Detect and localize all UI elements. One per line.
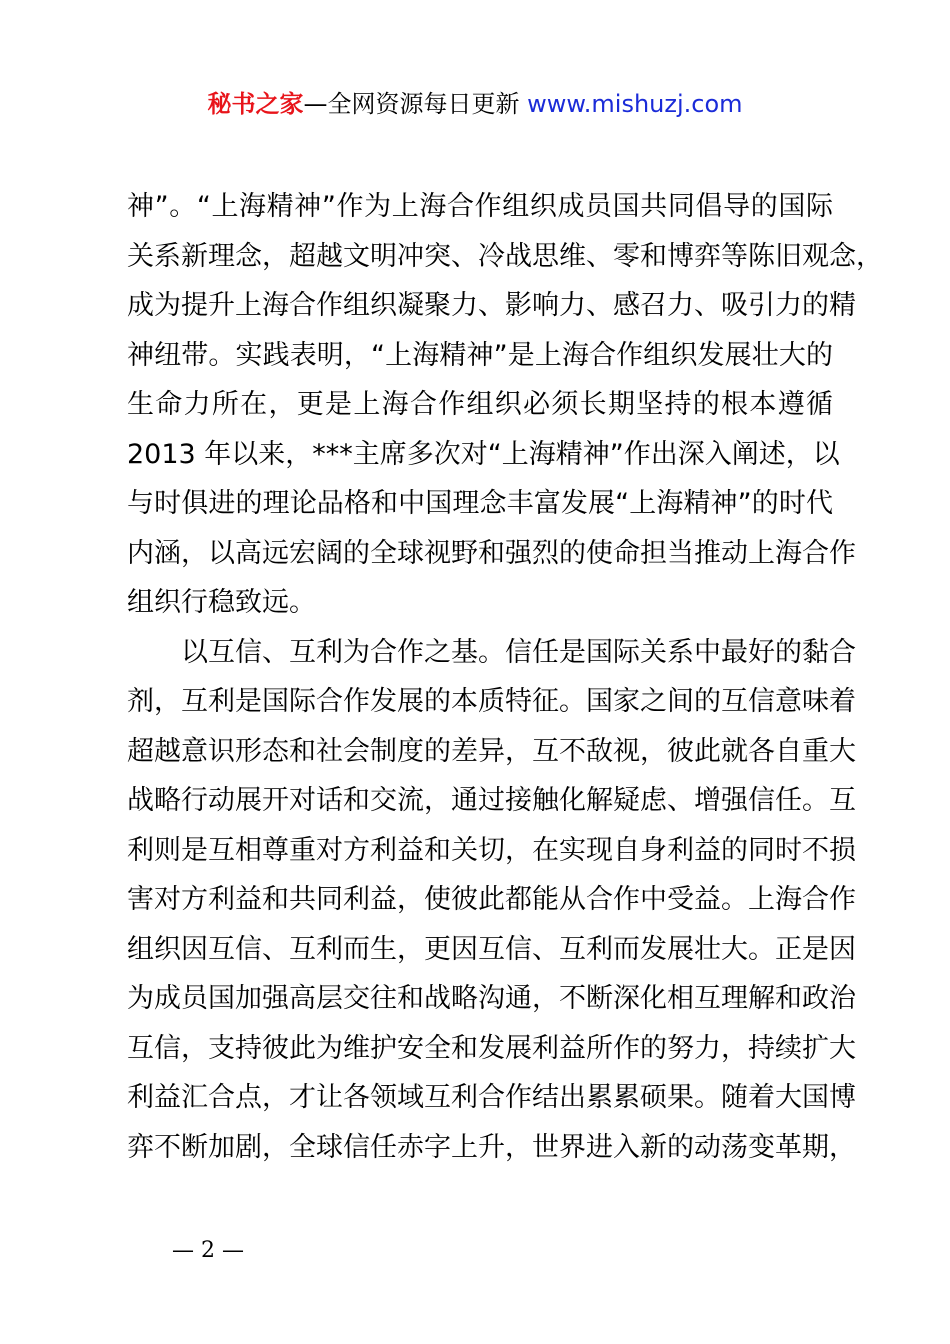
text-line: 害对方利益和共同利益，使彼此都能从合作中受益。上海合作	[127, 884, 856, 915]
text-line: 神纽带。实践表明，“上海精神”是上海合作组织发展壮大的	[127, 339, 833, 371]
brand-name: 秘书之家	[207, 90, 304, 118]
page-number: — 2 —	[172, 1238, 244, 1263]
text-line: 以互信、互利为合作之基。信任是国际关系中最好的黏合	[181, 636, 856, 668]
text-line: 内涵，以高远宏阔的全球视野和强烈的使命担当推动上海合作	[127, 537, 856, 569]
text-line: 互信，支持彼此为维护安全和发展利益所作的努力，持续扩大	[127, 1032, 856, 1064]
text-line: 弈不断加剧，全球信任赤字上升，世界进入新的动荡变革期，	[127, 1131, 856, 1163]
site-url-link[interactable]: www.mishuzj.com	[527, 90, 743, 118]
text-line: 为成员国加强高层交往和战略沟通，不断深化相互理解和政治	[127, 983, 856, 1014]
paragraph-1	[127, 182, 883, 628]
page-header	[0, 86, 950, 122]
text-line: 组织行稳致远。	[127, 587, 316, 618]
text-line: 关系新理念，超越文明冲突、冷战思维、零和博弈等陈旧观念，	[127, 240, 883, 272]
text-line: 超越意识形态和社会制度的差异，互不敌视，彼此就各自重大	[127, 735, 856, 767]
text-line: 成为提升上海合作组织凝聚力、影响力、感召力、吸引力的精	[127, 290, 856, 321]
text-line: 组织因互信、互利而生，更因互信、互利而发展壮大。正是因	[127, 933, 856, 965]
text-line: 利则是互相尊重对方利益和关切，在实现自身利益的同时不损	[127, 834, 856, 866]
text-line: 剂，互利是国际合作发展的本质特征。国家之间的互信意味着	[127, 686, 856, 717]
paragraph-2	[127, 628, 856, 1173]
text-line: 与时俱进的理论品格和中国理念丰富发展“上海精神”的时代	[127, 488, 833, 519]
header-tagline: —全网资源每日更新	[303, 90, 528, 118]
text-line: 生命力所在，更是上海合作组织必须长期坚持的根本遵循	[127, 389, 833, 420]
text-line: 2013 年以来，***主席多次对“上海精神”作出深入阐述，以	[127, 438, 840, 470]
document-body	[127, 182, 883, 1172]
text-line: 神”。“上海精神”作为上海合作组织成员国共同倡导的国际	[127, 191, 833, 222]
text-line: 战略行动展开对话和交流，通过接触化解疑虑、增强信任。互	[127, 785, 856, 816]
text-line: 利益汇合点，才让各领域互利合作结出累累硕果。随着大国博	[127, 1082, 856, 1113]
